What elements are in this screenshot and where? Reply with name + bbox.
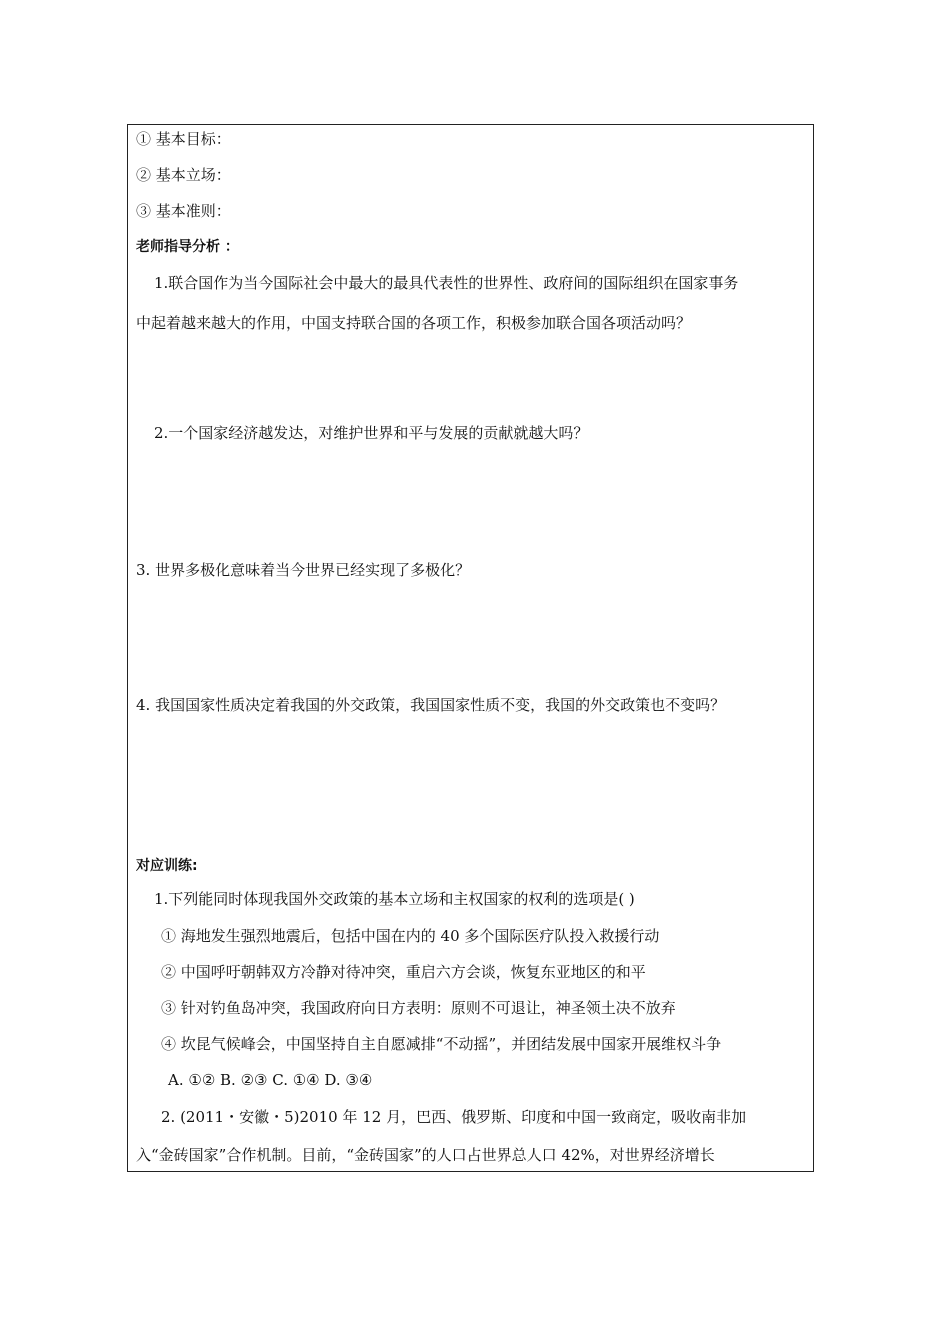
question-2: 2.一个国家经济越发达，对维护世界和平与发展的贡献就越大吗？ — [154, 424, 589, 442]
exercise-1-option-4: ④ 坎昆气候峰会，中国坚持自主自愿减排“不动摇”，并团结发展中国家开展维权斗争 — [161, 1035, 722, 1053]
basic-goal-label: ① 基本目标： — [136, 130, 231, 148]
question-4: 4. 我国国家性质决定着我国的外交政策，我国国家性质不变，我国的外交政策也不变吗？ — [136, 696, 726, 714]
exercise-2-line-2: 入“金砖国家”合作机制。目前，“金砖国家”的人口占世界总人口 42%，对世界经济增长 — [136, 1146, 715, 1164]
question-3: 3. 世界多极化意味着当今世界已经实现了多极化？ — [136, 561, 471, 579]
basic-stance-label: ② 基本立场： — [136, 166, 231, 184]
exercise-1-option-1: ① 海地发生强烈地震后，包括中国在内的 40 多个国际医疗队投入救援行动 — [161, 927, 660, 945]
basic-principle-label: ③ 基本准则： — [136, 202, 231, 220]
question-1-line-2: 中起着越来越大的作用，中国支持联合国的各项工作，积极参加联合国各项活动吗？ — [136, 314, 692, 332]
question-1-line-1: 1.联合国作为当今国际社会中最大的最具代表性的世界性、政府间的国际组织在国家事务 — [154, 274, 739, 292]
exercise-1-stem: 1.下列能同时体现我国外交政策的基本立场和主权国家的权利的选项是( ) — [154, 890, 635, 908]
exercise-2-line-1: 2. (2011・安徽・5)2010 年 12 月，巴西、俄罗斯、印度和中国一致商定，吸收南非加 — [161, 1108, 747, 1126]
exercise-1-option-2: ② 中国呼吁朝韩双方冷静对待冲突，重启六方会谈，恢复东亚地区的和平 — [161, 963, 646, 981]
training-heading: 对应训练: — [136, 858, 198, 874]
exercise-1-answer-choices: A. ①② B. ②③ C. ①④ D. ③④ — [168, 1071, 373, 1089]
analysis-heading: 老师指导分析 ： — [136, 239, 239, 255]
exercise-1-option-3: ③ 针对钓鱼岛冲突，我国政府向日方表明：原则不可退让，神圣领土决不放弃 — [161, 999, 676, 1017]
worksheet-table — [127, 124, 814, 1172]
